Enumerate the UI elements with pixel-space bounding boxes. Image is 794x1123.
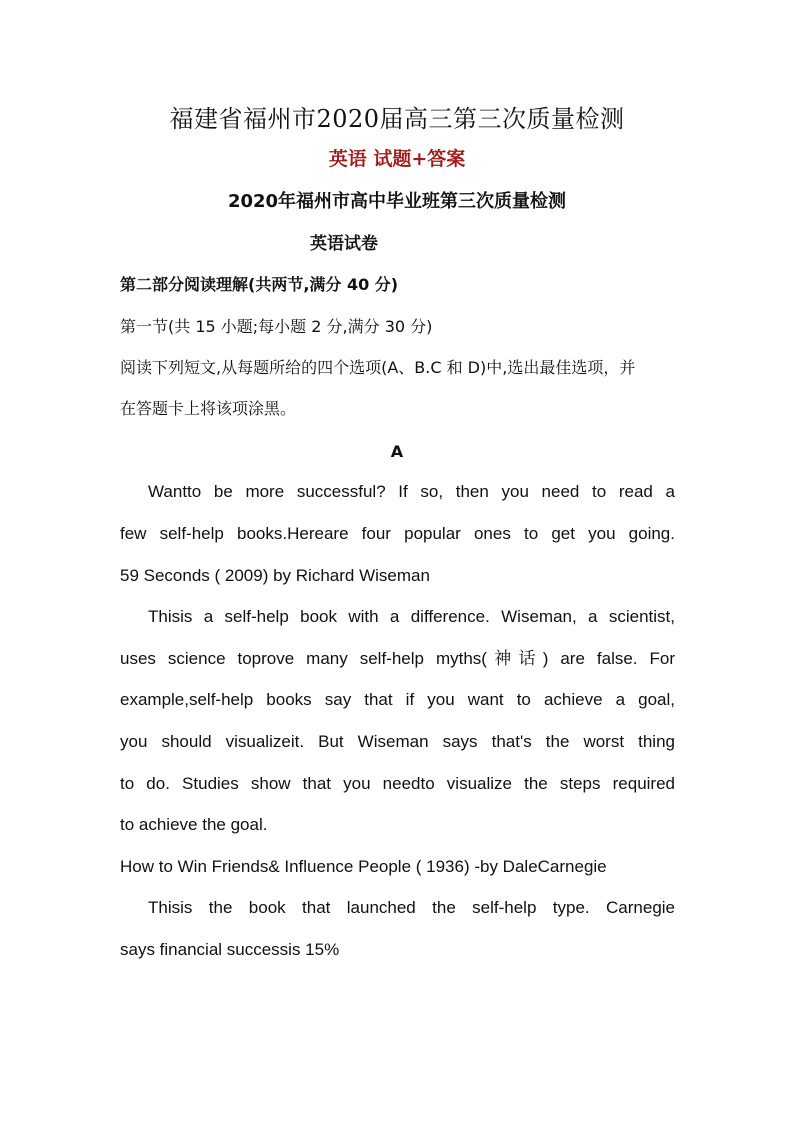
passage-line: few self-help books.Hereare four popular ones to get you going. [120, 524, 675, 543]
passage-line: Thisis a self-help book with a difference. Wiseman, a scientist, [148, 607, 675, 626]
section-heading: 第一节(共 15 小题;每小题 2 分,满分 30 分) [120, 317, 433, 336]
paper-name: 英语试卷 [310, 234, 378, 254]
passage-line: Wantto be more successful? If so, then you need to read a [148, 482, 675, 501]
passage-line: example,self-help books say that if you want to achieve a goal, [120, 690, 675, 709]
part-heading: 第二部分阅读理解(共两节,满分 40 分) [120, 275, 399, 294]
instructions-line-1: 阅读下列短文,从每题所给的四个选项(A、B.C 和 D)中,选出最佳选项，并 [120, 358, 636, 377]
passage-line: Thisis the book that launched the self-help type. Carnegie [148, 898, 675, 917]
passage-line: to achieve the goal. [120, 815, 268, 834]
instructions-line-2: 在答题卡上将该项涂黑。 [120, 399, 297, 418]
document-title: 福建省福州市2020届高三第三次质量检测 [169, 105, 625, 133]
passage-label: A [390, 442, 404, 461]
passage-line: to do. Studies show that you needto visualize the steps required [120, 774, 675, 793]
document-subtitle: 英语 试题+答案 [328, 148, 466, 170]
book-heading: How to Win Friends& Influence People ( 1936) -by DaleCarnegie [120, 857, 607, 876]
book-heading: 59 Seconds ( 2009) by Richard Wiseman [120, 566, 430, 585]
passage-line: says financial successis 15% [120, 940, 340, 959]
passage-line: uses science toprove many self-help myths(神话) are false. For [120, 649, 675, 668]
exam-title: 2020年福州市高中毕业班第三次质量检测 [227, 191, 567, 212]
passage-line: you should visualizeit. But Wiseman says that's the worst thing [120, 732, 675, 751]
